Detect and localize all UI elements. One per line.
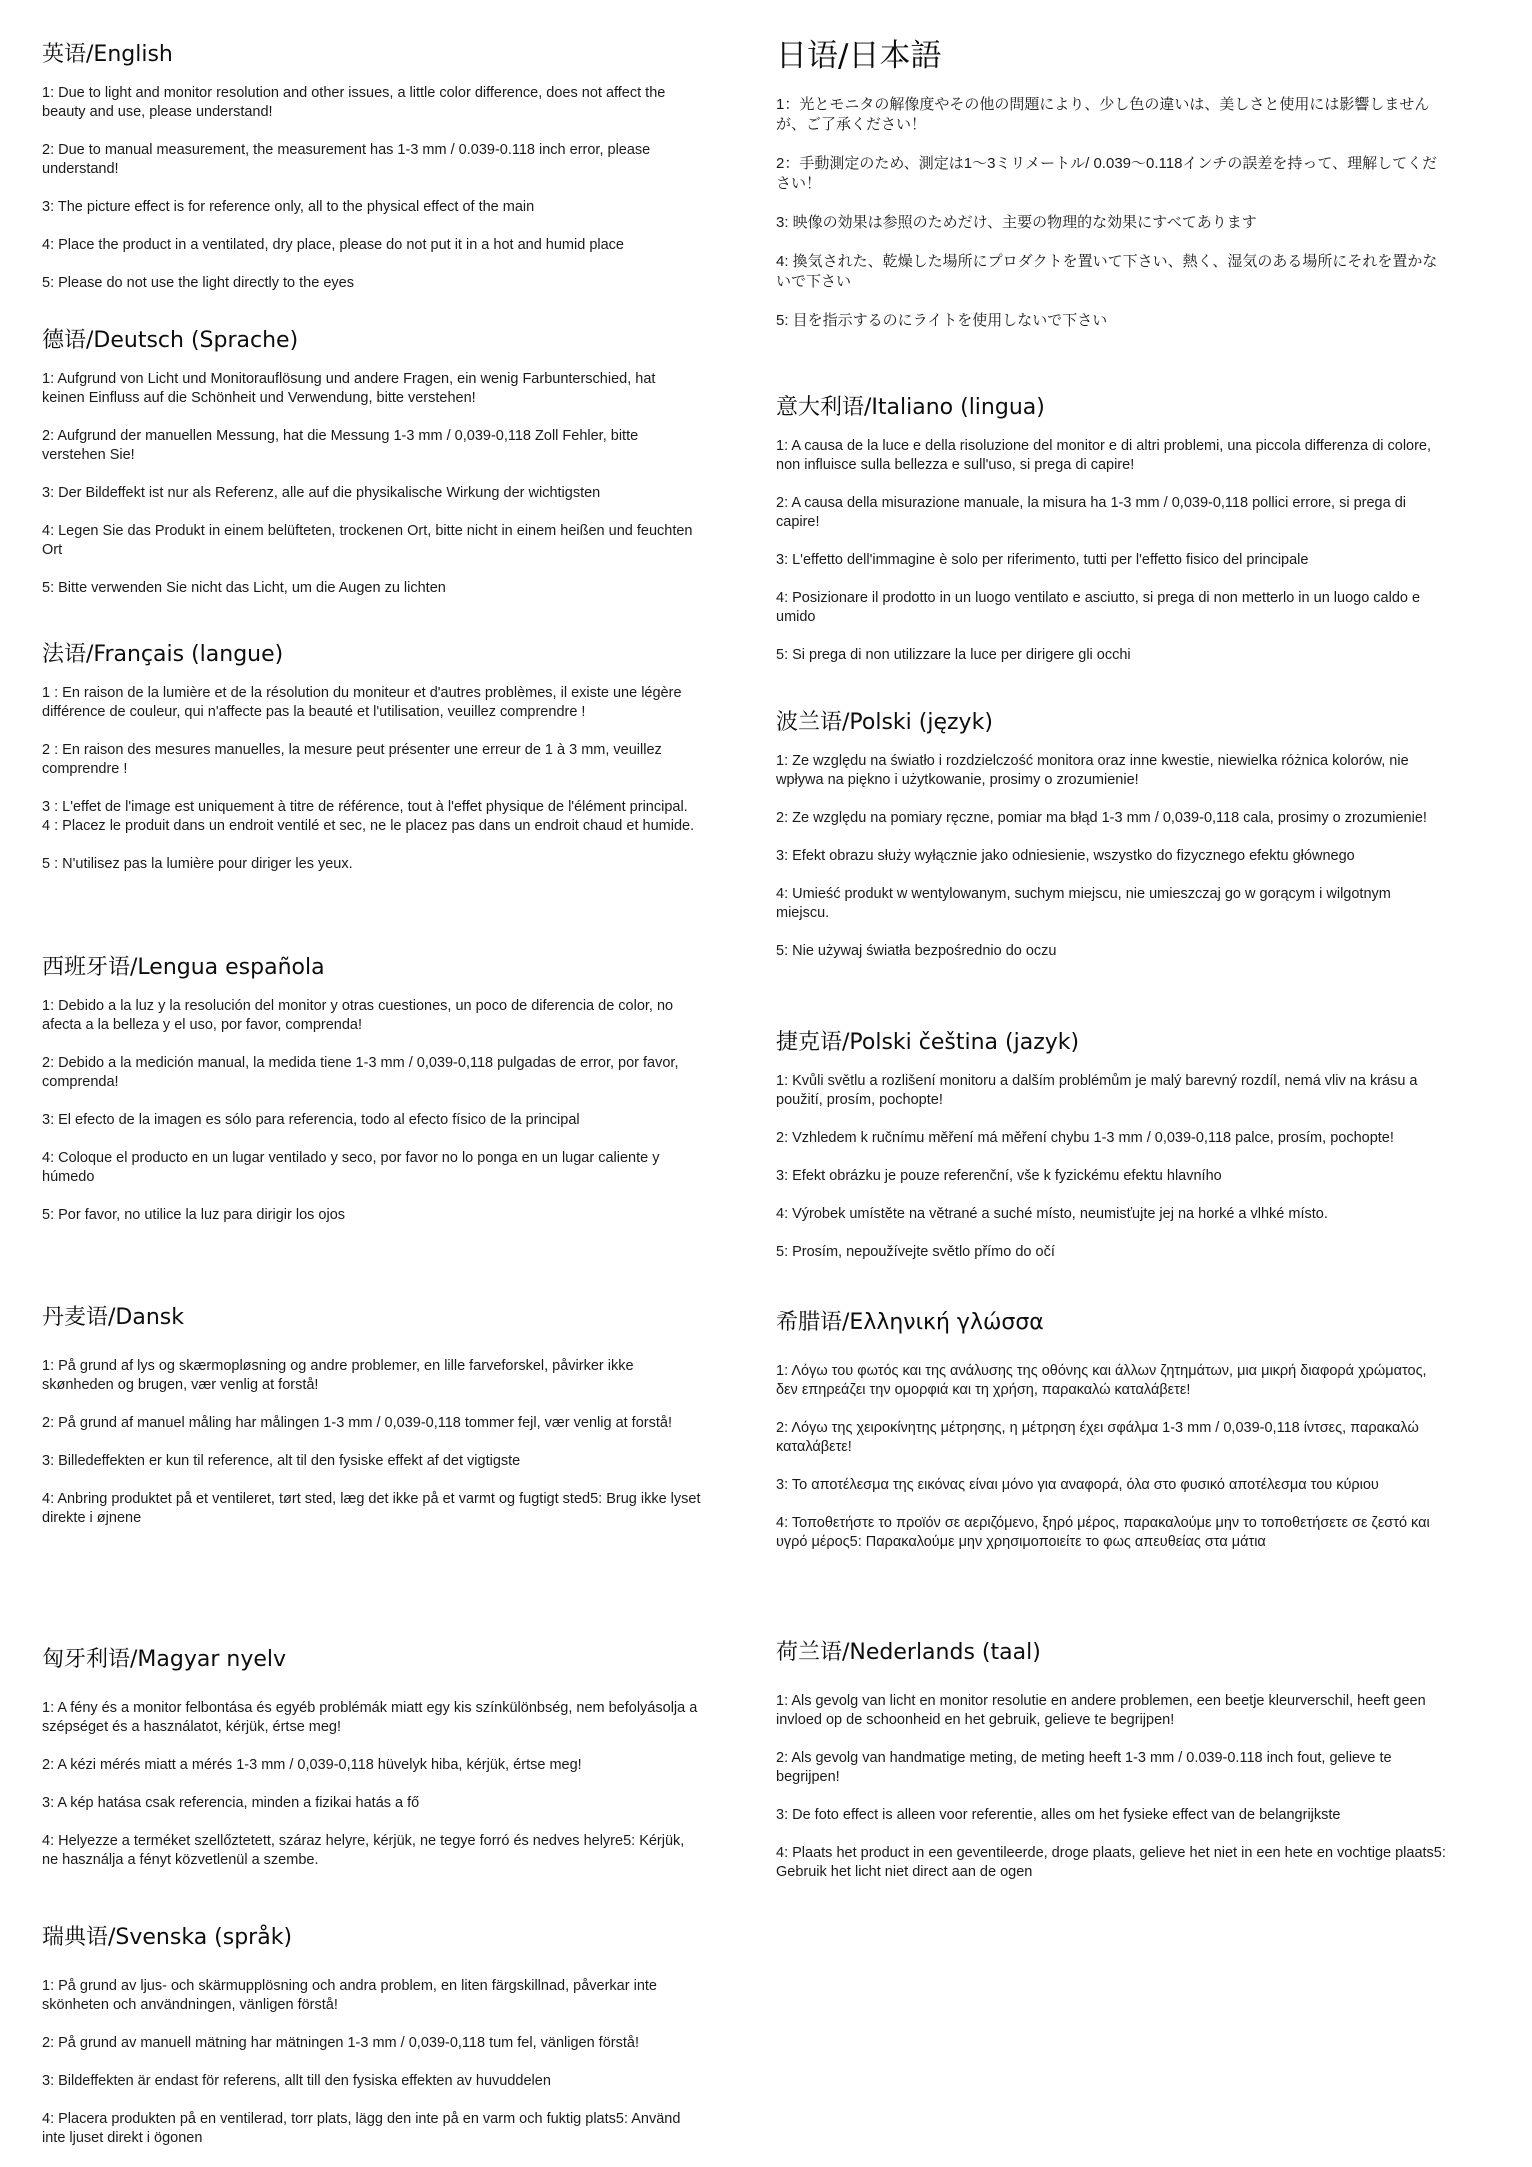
section-heading: 瑞典语/Svenska (språk): [42, 1925, 293, 1950]
section-heading: 捷克语/Polski čeština (jazyk): [776, 1030, 1080, 1055]
section-heading: 希腊语/Ελληνική γλώσσα: [776, 1310, 1044, 1335]
instruction-paragraph: 2 : En raison des mesures manuelles, la mesure peut présenter une erreur de 1 à 3 mm, veuillez comprendre !: [42, 742, 662, 778]
section-heading: 日语/日本語: [776, 38, 942, 74]
instruction-paragraph: 2: Debido a la medición manual, la medida tiene 1-3 mm / 0,039-0,118 pulgadas de error, por favor, comprenda!: [42, 1055, 679, 1091]
instruction-paragraph: 5: Please do not use the light directly to the eyes: [42, 275, 354, 292]
instruction-paragraph: 2: A kézi mérés miatt a mérés 1-3 mm / 0,039-0,118 hüvelyk hiba, kérjük, értse meg!: [42, 1757, 582, 1774]
section-german: [42, 328, 702, 598]
instruction-paragraph: 2：手動測定のため、測定は1～3ミリメートル/ 0.039～0.118インチの誤差を持って、理解してください！: [776, 155, 1438, 193]
instruction-paragraph: 5: Bitte verwenden Sie nicht das Licht, um die Augen zu lichten: [42, 580, 446, 597]
instruction-paragraph: 1: Kvůli světlu a rozlišení monitoru a dalším problémům je malý barevný rozdíl, nemá vliv na krásu a použití, prosím, pochopte!: [776, 1073, 1418, 1109]
section-heading: 荷兰语/Nederlands (taal): [776, 1640, 1041, 1665]
instruction-paragraph: 2: A causa della misurazione manuale, la misura ha 1-3 mm / 0,039-0,118 pollici errore, si prega di capire!: [776, 495, 1406, 531]
instruction-paragraph: 4: Placera produkten på en ventilerad, torr plats, lägg den inte på en varm och fuktig plats5: Använd inte ljuset direkt i ögonen: [42, 2111, 681, 2147]
section-swedish: [42, 1925, 702, 2148]
instruction-paragraph: 3: El efecto de la imagen es sólo para referencia, todo al efecto físico de la principal: [42, 1112, 580, 1129]
instruction-paragraph: 3: Bildeffekten är endast för referens, allt till den fysiska effekten av huvuddelen: [42, 2073, 551, 2090]
instruction-paragraph: 3: De foto effect is alleen voor referentie, alles om het fysieke effect van de belangrijkste: [776, 1807, 1341, 1824]
instruction-paragraph: 1：光とモニタの解像度やその他の問題により、少し色の違いは、美しさと使用には影響しませんが、ご了承ください！: [776, 96, 1430, 134]
instruction-paragraph: 2: Ze względu na pomiary ręczne, pomiar ma błąd 1-3 mm / 0,039-0,118 cala, prosimy o zrozumienie!: [776, 810, 1427, 827]
section-heading: 波兰语/Polski (język): [776, 710, 993, 735]
instruction-paragraph: 1 : En raison de la lumière et de la résolution du moniteur et d'autres problèmes, il existe une légère différence de couleur, qui n'affecte pas la beauté et l'utilisation, veuillez comprendre !: [42, 685, 682, 721]
section-heading: 西班牙语/Lengua española: [42, 955, 325, 980]
section-greek: [776, 1310, 1446, 1552]
instruction-paragraph: 1: A fény és a monitor felbontása és egyéb problémák miatt egy kis színkülönbség, nem befolyásolja a szépséget és a használatot, kérjük, értse meg!: [42, 1700, 698, 1736]
instruction-paragraph: 1: Aufgrund von Licht und Monitorauflösung und andere Fragen, ein wenig Farbunterschied, hat keinen Einfluss auf die Schönheit und Verwendung, bitte verstehen!: [42, 371, 656, 407]
section-heading: 英语/English: [42, 42, 173, 67]
instruction-paragraph: 4: Posizionare il prodotto in un luogo ventilato e asciutto, si prega di non metterlo in un luogo caldo e umido: [776, 590, 1421, 626]
instruction-paragraph: 3: L'effetto dell'immagine è solo per riferimento, tutti per l'effetto fisico del principale: [776, 552, 1309, 569]
instruction-paragraph: 3: Το αποτέλεσμα της εικόνας είναι μόνο για αναφορά, όλα στο φυσικό αποτέλεσμα του κύριου: [776, 1477, 1379, 1494]
instruction-paragraph: 5 : N'utilisez pas la lumière pour diriger les yeux.: [42, 856, 353, 873]
section-polish: [776, 710, 1446, 961]
instruction-paragraph: 2: Als gevolg van handmatige meting, de meting heeft 1-3 mm / 0.039-0.118 inch fout, gelieve te begrijpen!: [776, 1750, 1392, 1786]
instruction-paragraph: 4: Τοποθετήστε το προϊόν σε αεριζόμενο, ξηρό μέρος, παρακαλούμε μην το τοποθετήσετε σε ζεστό και υγρό μέρος5: Παρακαλούμε μην χρησιμοποιείτε το φως απευθείας στα μάτια: [776, 1515, 1430, 1551]
section-czech: [776, 1030, 1446, 1262]
instruction-paragraph: 3 : L'effet de l'image est uniquement à titre de référence, tout à l'effet physique de l'élément principal.: [42, 799, 688, 816]
instruction-paragraph: 3: Billedeffekten er kun til reference, alt til den fysiske effekt af det vigtigste: [42, 1453, 521, 1470]
instruction-paragraph: 5: Prosím, nepoužívejte světlo přímo do očí: [776, 1244, 1055, 1261]
instruction-paragraph: 1: På grund av ljus- och skärmupplösning och andra problem, en liten färgskillnad, påverkar inte skönheten och användningen, vänligen förstå!: [42, 1978, 657, 2014]
instruction-paragraph: 3: 映像の効果は参照のためだけ、主要の物理的な効果にすべてあります: [776, 214, 1257, 232]
instruction-paragraph: 4: 換気された、乾燥した場所にプロダクトを置いて下さい、熱く、湿気のある場所にそれを置かないで下さい: [776, 253, 1438, 291]
instruction-paragraph: 2: På grund af manuel måling har målingen 1-3 mm / 0,039-0,118 tommer fejl, vær venlig at forstå!: [42, 1415, 672, 1432]
instruction-paragraph: 1: Ze względu na światło i rozdzielczość monitora oraz inne kwestie, niewielka różnica kolorów, nie wpływa na piękno i użytkowanie, prosimy o zrozumienie!: [776, 753, 1409, 789]
section-english: [42, 42, 702, 293]
instruction-paragraph: 3: Efekt obrázku je pouze referenční, vše k fyzickému efektu hlavního: [776, 1168, 1222, 1185]
section-spanish: [42, 955, 702, 1225]
instruction-paragraph: 4: Anbring produktet på et ventileret, tørt sted, læg det ikke på et varmt og fugtigt sted5: Brug ikke lyset direkte i øjnene: [42, 1491, 701, 1527]
instruction-paragraph: 1: Λόγω του φωτός και της ανάλυσης της οθόνης και άλλων ζητημάτων, μια μικρή διαφορά χρώματος, δεν επηρεάζει την ομορφιά και τη χρήση, παρακαλώ καταλάβετε!: [776, 1363, 1427, 1399]
section-heading: 意大利语/Italiano (lingua): [776, 395, 1045, 420]
instruction-paragraph: 4: Legen Sie das Produkt in einem belüfteten, trockenen Ort, bitte nicht in einem heißen und feuchten Ort: [42, 523, 693, 559]
section-danish: [42, 1305, 702, 1528]
instruction-paragraph: 3: The picture effect is for reference only, all to the physical effect of the main: [42, 199, 535, 216]
section-japanese: [776, 38, 1446, 331]
section-french: [42, 642, 712, 874]
instruction-paragraph: 5: 目を指示するのにライトを使用しないで下さい: [776, 312, 1108, 330]
instruction-paragraph: 2: Due to manual measurement, the measurement has 1-3 mm / 0.039-0.118 inch error, please understand!: [42, 142, 651, 178]
section-heading: 法语/Français (langue): [42, 642, 284, 667]
instruction-paragraph: 2: På grund av manuell mätning har mätningen 1-3 mm / 0,039-0,118 tum fel, vänligen förstå!: [42, 2035, 639, 2052]
instruction-paragraph: 3: A kép hatása csak referencia, minden a fizikai hatás a fő: [42, 1795, 420, 1812]
instruction-paragraph: 5: Si prega di non utilizzare la luce per dirigere gli occhi: [776, 647, 1131, 664]
section-heading: 匈牙利语/Magyar nyelv: [42, 1647, 287, 1672]
instruction-paragraph: 2: Λόγω της χειροκίνητης μέτρησης, η μέτρηση έχει σφάλμα 1-3 mm / 0,039-0,118 ίντσες, παρακαλώ καταλάβετε!: [776, 1420, 1419, 1456]
section-heading: 丹麦语/Dansk: [42, 1305, 184, 1330]
instruction-paragraph: 4: Coloque el producto en un lugar ventilado y seco, por favor no lo ponga en un lugar caliente y húmedo: [42, 1150, 660, 1186]
instruction-paragraph: 3: Efekt obrazu służy wyłącznie jako odniesienie, wszystko do fizycznego efektu głównego: [776, 848, 1355, 865]
section-hungarian: [42, 1647, 702, 1870]
instruction-paragraph: 1: Due to light and monitor resolution and other issues, a little color difference, does not affect the beauty and use, please understand!: [42, 85, 666, 121]
instruction-paragraph: 4: Výrobek umístěte na větrané a suché místo, neumisťujte jej na horké a vlhké místo.: [776, 1206, 1328, 1223]
section-heading: 德语/Deutsch (Sprache): [42, 328, 299, 353]
instruction-paragraph: 1: Als gevolg van licht en monitor resolutie en andere problemen, een beetje kleurverschil, heeft geen invloed op de schoonheid en het gebruik, gelieve te begrijpen!: [776, 1693, 1426, 1729]
instruction-paragraph: 3: Der Bildeffekt ist nur als Referenz, alle auf die physikalische Wirkung der wichtigsten: [42, 485, 601, 502]
instruction-paragraph: 5: Nie używaj światła bezpośrednio do oczu: [776, 943, 1057, 960]
instruction-paragraph: 4 : Placez le produit dans un endroit ventilé et sec, ne le placez pas dans un endroit chaud et humide.: [42, 818, 695, 835]
section-dutch: [776, 1640, 1446, 1882]
section-italian: [776, 395, 1446, 665]
instruction-paragraph: 4: Helyezze a terméket szellőztetett, száraz helyre, kérjük, ne tegye forró és nedves helyre5: Kérjük, ne használja a fényt közvetlenül a szembe.: [42, 1833, 685, 1869]
instruction-paragraph: 5: Por favor, no utilice la luz para dirigir los ojos: [42, 1207, 346, 1224]
instruction-paragraph: 4: Umieść produkt w wentylowanym, suchym miejscu, nie umieszczaj go w gorącym i wilgotnym miejscu.: [776, 886, 1391, 922]
instruction-paragraph: 1: På grund af lys og skærmopløsning og andre problemer, en lille farveforskel, påvirker ikke skønheden og brugen, vær venlig at forstå!: [42, 1358, 634, 1394]
instruction-paragraph: 4: Place the product in a ventilated, dry place, please do not put it in a hot and humid place: [42, 237, 624, 254]
instruction-paragraph: 4: Plaats het product in een geventileerde, droge plaats, gelieve het niet in een hete en vochtige plaats5: Gebruik het licht niet direct aan de ogen: [776, 1845, 1446, 1881]
instruction-paragraph: 1: Debido a la luz y la resolución del monitor y otras cuestiones, un poco de diferencia de color, no afecta a la belleza y el uso, por favor, comprenda!: [42, 998, 674, 1034]
instruction-paragraph: 2: Aufgrund der manuellen Messung, hat die Messung 1-3 mm / 0,039-0,118 Zoll Fehler, bitte verstehen Sie!: [42, 428, 639, 464]
instruction-paragraph: 2: Vzhledem k ručnímu měření má měření chybu 1-3 mm / 0,039-0,118 palce, prosím, pochopte!: [776, 1130, 1394, 1147]
instruction-paragraph: 1: A causa de la luce e della risoluzione del monitor e di altri problemi, una piccola differenza di colore, non influisce sulla bellezza e sull'uso, si prega di capire!: [776, 438, 1432, 474]
